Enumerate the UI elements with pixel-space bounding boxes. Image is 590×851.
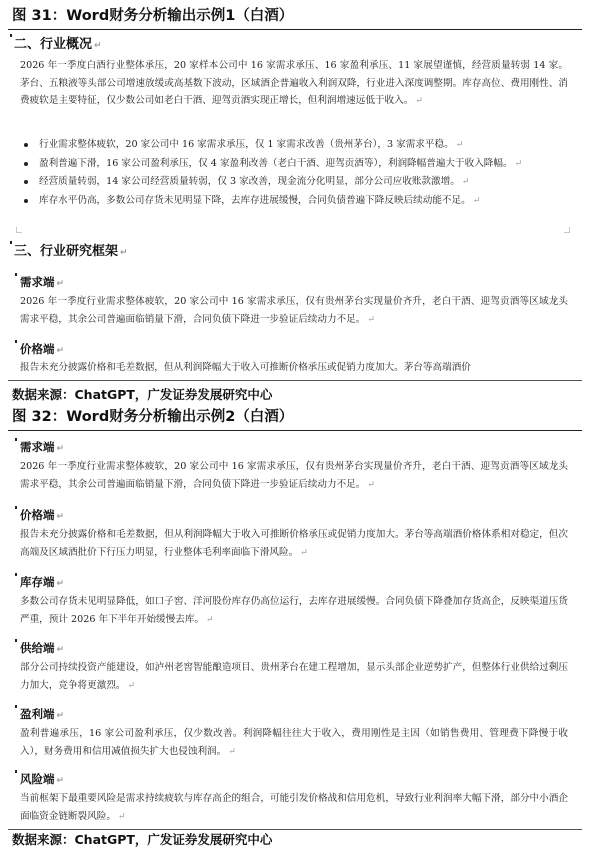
supply-paragraph [20,659,568,695]
figure-32-source: 数据来源：ChatGPT，广发证券发展研究中心 [12,832,273,847]
return-mark-icon: ↵ [472,195,481,206]
list-item [20,155,568,174]
demand-paragraph [20,293,568,329]
return-mark-icon: ↵ [56,444,65,454]
price-heading-text: 价格端 [20,508,55,522]
bullet-text: 库存水平仍高，多数公司存货未见明显下降，去库存进展缓慢，合同负债普遍下降反映后续动能不足。 [39,194,471,206]
return-mark-icon: ↵ [367,314,375,325]
demand-heading [20,439,64,457]
demand-heading [20,274,64,292]
supply-heading [20,640,64,658]
demand-heading-text: 需求端 [20,275,55,289]
return-mark-icon: ↵ [206,614,214,625]
price-paragraph-truncated [20,359,568,376]
figure-31-source: 数据来源：ChatGPT，广发证券发展研究中心 [12,387,273,402]
figure-32-top-rule [8,430,582,431]
return-mark-icon: ↵ [367,479,375,490]
industry-bullet-list [20,136,568,210]
return-mark-icon: ↵ [56,645,65,655]
section-3-heading [14,243,128,262]
section-2-intro [20,57,568,111]
supply-text: 部分公司持续投资产能建设，如泸州老窖智能酿造项目、贵州茅台在建工程增加，显示头部企业逆势扩产，但整体行业供给过剩压力加大，竞争将更激烈。 [20,662,568,691]
demand-text: 2026 年一季度行业需求整体疲软，20 家公司中 16 家需求承压，仅有贵州茅台实现量价齐升，老白干酒、迎驾贡酒等区域龙头需求平稳，其余公司普遍面临销量下滑，合同负债下降进一步验证后续动力不足。 [20,461,568,490]
return-mark-icon: ↵ [300,547,308,558]
figure-32-title: 图 32：Word财务分析输出示例2（白酒） [12,409,294,425]
supply-heading-text: 供给端 [20,641,55,655]
risk-paragraph [20,790,568,826]
demand-text: 2026 年一季度行业需求整体疲软，20 家公司中 16 家需求承压，仅有贵州茅台实现量价齐升，老白干酒、迎驾贡酒等区域龙头需求平稳，其余公司普遍面临销量下滑，合同负债下降进一步验证后续动力不足。 [20,296,568,325]
return-mark-icon: ↵ [94,41,102,51]
section-2-intro-text: 2026 年一季度白酒行业整体承压，20 家样本公司中 16 家需求承压、16 家盈利承压、11 家展望谨慎，经营质量转弱 14 家。茅台、五粮液等头部公司增速放缓或高基数下波动，区域酒企普遍收入利润双降，行业进入深度调整期。库存高位、费用刚性、消费疲软是主要特征，仅少数公司如老白干酒、迎驾贡酒实现正增长，但利润增速远低于收入。 [20,60,568,106]
figure-32-bottom-rule [8,829,582,830]
inventory-text: 多数公司存货未见明显降低，如口子窖、洋河股份库存仍高位运行，去库存进展缓慢。合同负债下降叠加存货高企，反映渠道压货严重，预计 2026 年下半年开始缓慢去库。 [20,596,568,625]
section-3-heading-text: 三、行业研究框架 [14,244,119,259]
bullet-text: 经营质量转弱，14 家公司经营质量转弱，仅 3 家改善，现金流分化明显，部分公司应收账款激增。 [39,176,460,187]
return-mark-icon: ↵ [56,579,65,589]
list-item [20,173,568,192]
price-text: 报告未充分披露价格和毛差数据，但从利润降幅大于收入可推断价格承压或促销力度加大。茅台等高端酒价 [20,362,471,373]
return-mark-icon: ↵ [117,811,126,822]
figure-31-bottom-rule [8,380,582,381]
inventory-heading [20,574,64,592]
return-mark-icon: ↵ [56,711,65,721]
return-mark-icon: ↵ [228,746,236,757]
figure-31-title: 图 31：Word财务分析输出示例1（白酒） [12,8,294,24]
profit-heading [20,706,64,724]
risk-text: 当前框架下最重要风险是需求持续疲软与库存高企的组合，可能引发价格战和信用危机，导致行业利润率大幅下滑，部分中小酒企面临资金链断裂风险。 [20,793,568,822]
text-boundary-corner [564,227,570,233]
risk-heading-text: 风险端 [20,772,55,786]
return-mark-icon: ↵ [461,177,470,187]
return-mark-icon: ↵ [56,279,65,289]
return-mark-icon: ↵ [514,158,523,169]
price-heading [20,341,64,359]
list-item [20,136,568,155]
bullet-text: 盈利普遍下滑，16 家公司盈利承压，仅 4 家盈利改善（老白干酒、迎驾贡酒等），利润降幅普遍大于收入降幅。 [39,157,513,169]
profit-heading-text: 盈利端 [20,707,55,721]
return-mark-icon: ↵ [127,680,136,691]
return-mark-icon: ↵ [455,140,464,150]
return-mark-icon: ↵ [56,512,65,522]
return-mark-icon: ↵ [415,96,423,106]
section-2-heading-text: 二、行业概况 [14,37,93,52]
figure-31-top-rule [8,29,582,30]
return-mark-icon: ↵ [56,776,65,786]
return-mark-icon: ↵ [56,346,65,356]
inventory-heading-text: 库存端 [20,575,55,589]
profit-text: 盈利普遍承压，16 家公司盈利承压，仅少数改善。利润降幅往往大于收入，费用刚性是主因（如销售费用、管理费下降慢于收入），财务费用和信用减值损失扩大也侵蚀利润。 [20,728,568,757]
inventory-paragraph [20,593,568,629]
price-paragraph [20,526,568,562]
demand-heading-text: 需求端 [20,440,55,454]
price-text: 报告未充分披露价格和毛差数据，但从利润降幅大于收入可推断价格承压或促销力度加大。茅台等高端酒价格体系相对稳定，但次高端及区域酒批价下行压力明显，行业整体毛利率面临下滑风险。 [20,529,568,558]
list-item [20,192,568,211]
price-heading [20,507,64,525]
text-boundary-corner [16,227,22,233]
bullet-text: 行业需求整体疲软，20 家公司中 16 家需求承压，仅 1 家需求改善（贵州茅台），3 家需求平稳。 [39,139,454,150]
return-mark-icon: ↵ [120,248,128,258]
risk-heading [20,771,64,789]
price-heading-text: 价格端 [20,342,55,356]
demand-paragraph [20,458,568,494]
section-2-heading [14,36,102,55]
profit-paragraph [20,725,568,761]
